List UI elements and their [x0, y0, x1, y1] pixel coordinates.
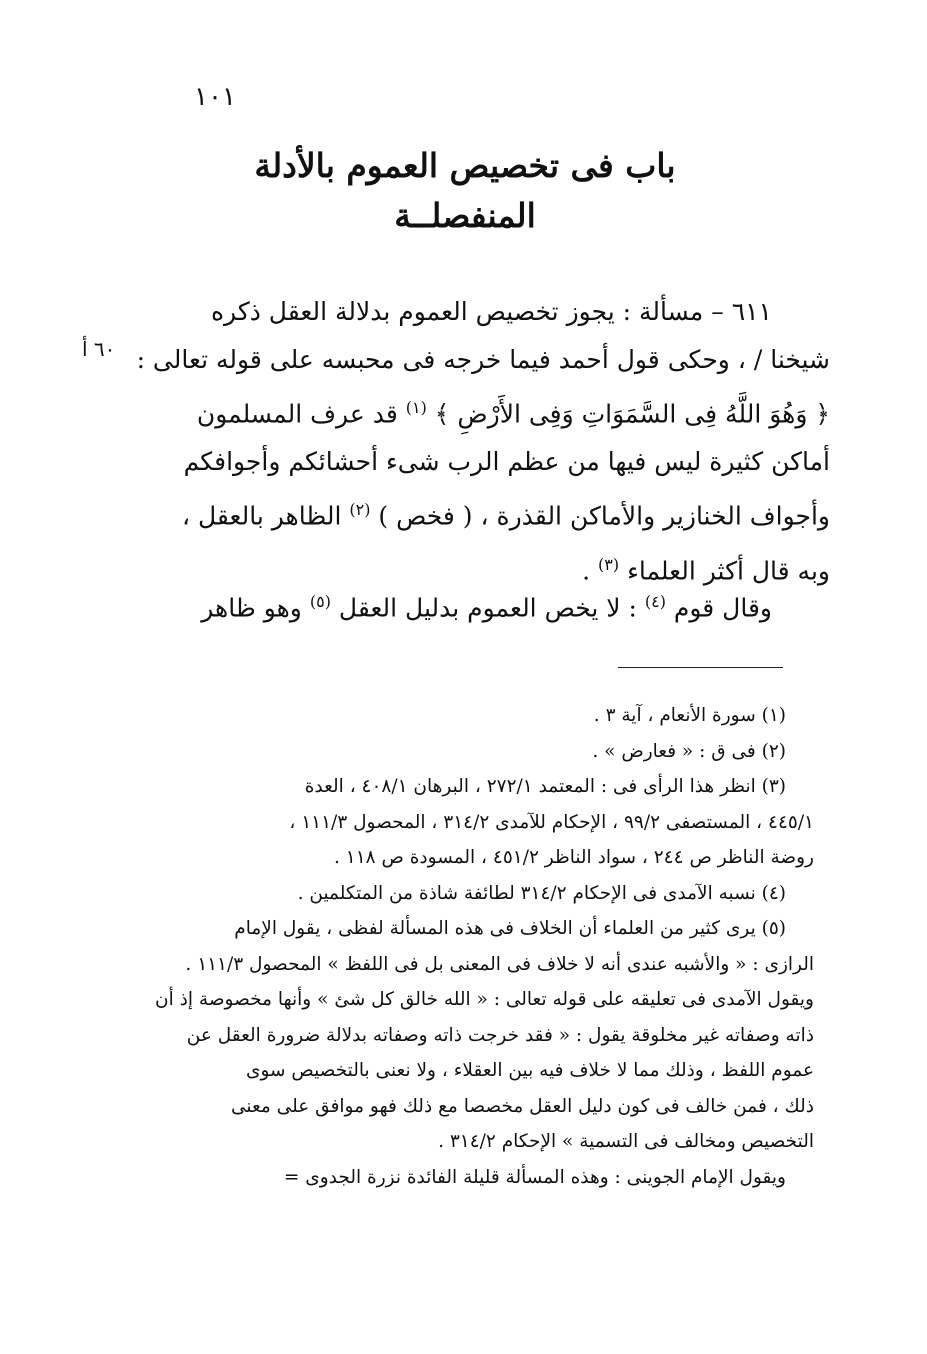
paragraph-text: . [582, 555, 591, 585]
footnote-5-cont: ذلك ، فمن خالف فى كون دليل العقل مخصصا مع ذلك فهو موافق على معنى [230, 1095, 814, 1117]
paragraph-line [118, 486, 830, 540]
footnote-3-cont: ٤٤٥/١ ، المستصفى ٩٩/٢ ، الإحكام للآمدى ٣١٤/٢ ، المحصول ١١١/٣ ، [289, 811, 814, 833]
paragraph-text: وهو ظاهر [201, 593, 302, 623]
footnote-5-cont: التخصيص ومخالف فى التسمية » الإحكام ٣١٤/٢ . [438, 1131, 814, 1152]
paragraph-text: وقال قوم [673, 593, 772, 623]
footnote-ref: (١) [405, 398, 427, 417]
page-number: ١٠١ [194, 82, 236, 112]
paragraph-text: : لا يخص العموم بدليل العقل [338, 593, 637, 623]
paragraph-line [118, 384, 830, 438]
footnote-4: (٤) نسبه الآمدى فى الإحكام ٣١٤/٢ لطائفة شاذة من المتكلمين . [297, 882, 786, 904]
footnote-ref: (٤) [644, 592, 666, 611]
footnote-1: (١) سورة الأنعام ، آية ٣ . [593, 705, 786, 726]
footnotes-section [132, 698, 814, 1195]
paragraph-line: شيخنا / ، وحكى قول أحمد فيما خرجه فى محبسه على قوله تعالى : [136, 345, 830, 374]
footnote-divider [618, 667, 783, 668]
paragraph-text: وبه قال أكثر العلماء [627, 555, 830, 585]
main-paragraph-2 [118, 578, 830, 632]
footnote-2: (٢) فى ق : « فعارض » . [592, 740, 786, 762]
paragraph-text: وأجواف الخنازير والأماكن القذرة ، ( فخص ) [378, 501, 830, 531]
footnote-5-cont: ويقول الإمام الجوينى : وهذه المسألة قليلة الفائدة نزرة الجدوى = [283, 1166, 786, 1188]
footnote-5-cont: عموم اللفظ ، وذلك مما لا خلاف فيه بين العقلاء ، ولا نعنى بالتخصيص سوى [246, 1060, 814, 1081]
main-paragraph-1 [118, 288, 830, 595]
footnote-5: (٥) يرى كثير من العلماء أن الخلاف فى هذه المسألة لفظى ، يقول الإمام [234, 918, 786, 939]
paragraph-line [118, 578, 830, 632]
paragraph-line: ٦١١ – مسألة : يجوز تخصيص العموم بدلالة العقل ذكره [210, 297, 772, 326]
margin-folio-note: ٦٠ أ [82, 337, 116, 361]
footnote-ref: (٥) [309, 592, 331, 611]
footnote-ref: (٣) [598, 554, 620, 574]
footnote-5-cont: الرازى : « والأشبه عندى أنه لا خلاف فى المعنى بل فى اللفظ » المحصول ١١١/٣ . [185, 953, 814, 975]
chapter-title-line-2: المنفصلــة [394, 196, 536, 235]
footnote-5-cont: ذاته وصفاته غير مخلوقة يقول : « فقد خرجت ذاته وصفاته بدلالة ضرورة العقل عن [186, 1024, 814, 1046]
footnote-3: (٣) انظر هذا الرأى فى : المعتمد ٢٧٢/١ ، البرهان ٤٠٨/١ ، العدة [304, 776, 786, 797]
paragraph-text: الظاهر بالعقل ، [181, 501, 342, 531]
footnote-3-cont: روضة الناظر ص ٢٤٤ ، سواد الناظر ٤٥١/٢ ، المسودة ص ١١٨ . [334, 847, 814, 868]
paragraph-line: أماكن كثيرة ليس فيها من عظم الرب شىء أحشائكم وأجوافكم [183, 447, 830, 477]
paragraph-text: قد عرف المسلمون [196, 399, 398, 429]
chapter-title-line-1: باب فى تخصيص العموم بالأدلة [254, 146, 676, 185]
footnote-ref: (٢) [349, 500, 371, 520]
quran-verse: ﴿ وَهُوَ اللَّهُ فِى السَّمَوَاتِ وَفِى الأَرْضِ ﴾ [434, 399, 830, 429]
footnote-5-cont: ويقول الآمدى فى تعليقه على قوله تعالى : « الله خالق كل شئ » وأنها مخصوصة إذ أن [155, 989, 814, 1010]
